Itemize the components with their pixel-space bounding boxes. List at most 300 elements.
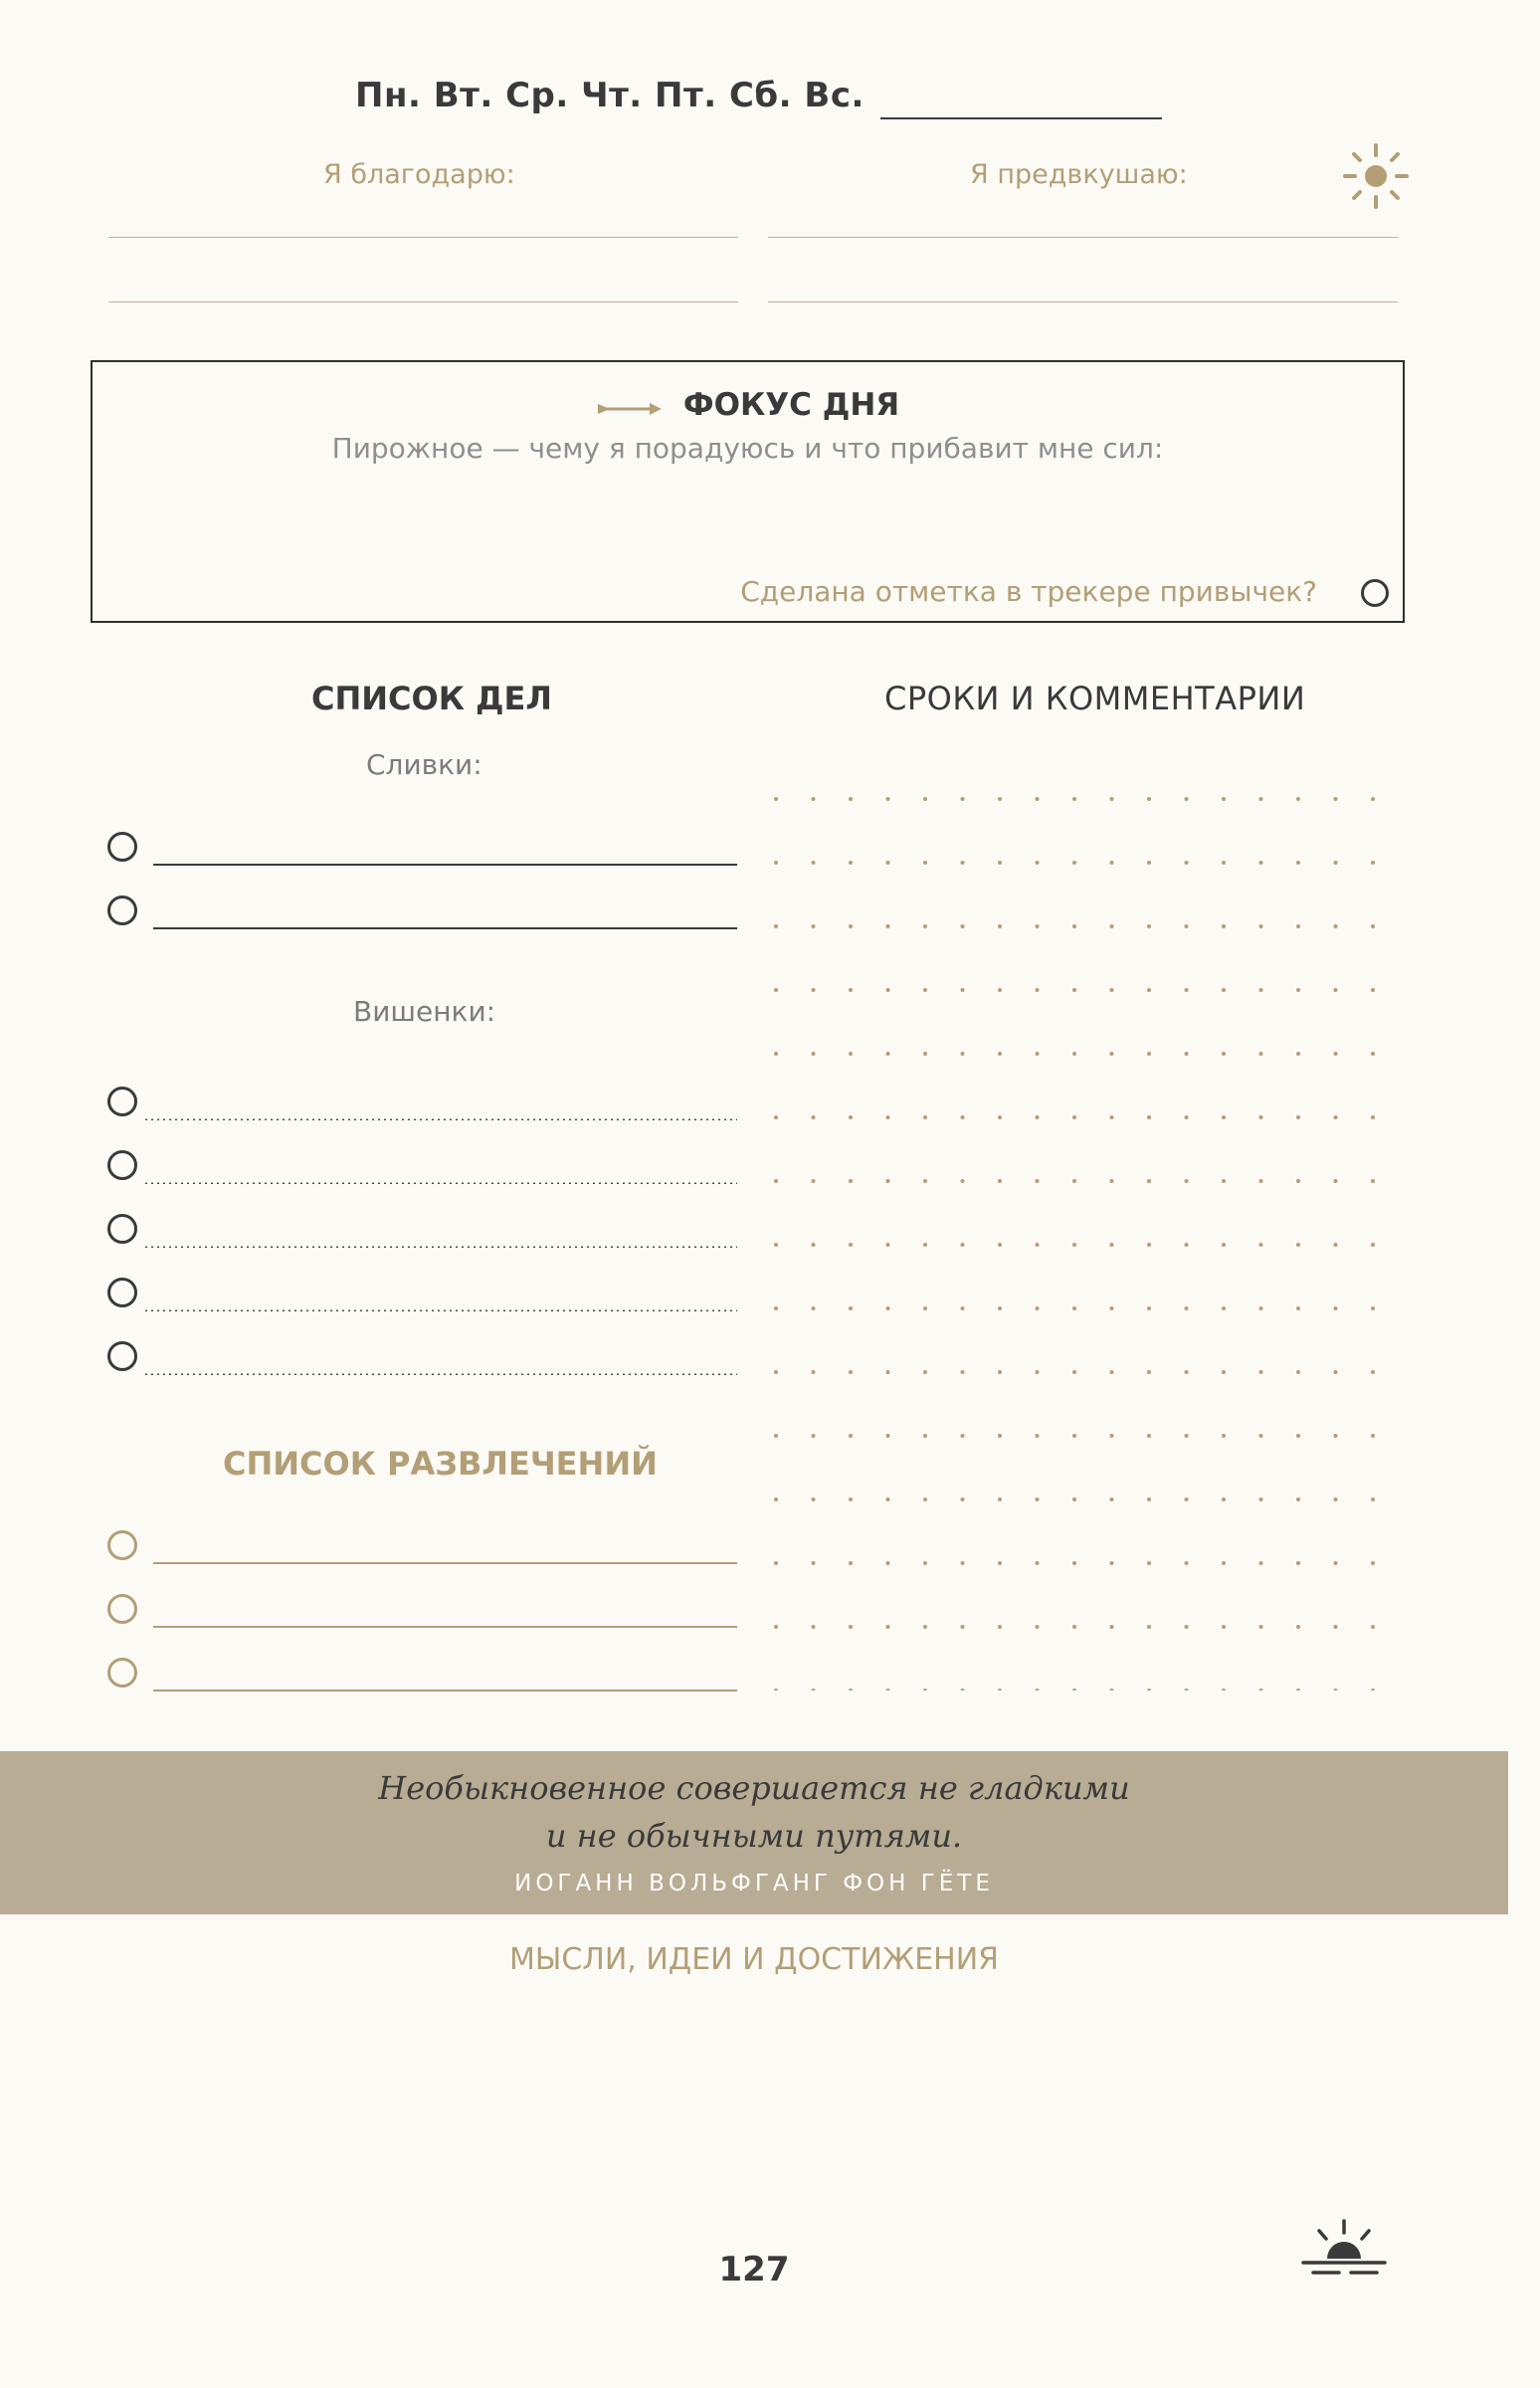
grid-dot — [1296, 1306, 1300, 1310]
checkbox[interactable] — [107, 1658, 137, 1688]
grid-dot — [923, 861, 927, 865]
grid-dot — [1110, 1434, 1114, 1438]
grid-dot — [923, 924, 927, 928]
grid-dot — [961, 988, 965, 992]
grid-dot — [774, 1179, 778, 1183]
grid-dot — [849, 1115, 853, 1119]
grid-dot — [1185, 1243, 1189, 1247]
grid-dot — [1072, 1370, 1076, 1374]
grid-dot — [886, 1689, 890, 1691]
grid-dot — [1371, 1625, 1375, 1629]
grid-dot — [1334, 924, 1338, 928]
tracker-question: Сделана отметка в трекере привычек? — [740, 575, 1317, 608]
grid-dot — [849, 1052, 853, 1056]
grid-dot — [1185, 797, 1189, 801]
grid-dot — [923, 1561, 927, 1565]
fun-title: СПИСОК РАЗВЛЕЧЕНИЙ — [223, 1445, 658, 1483]
write-line[interactable] — [153, 1626, 737, 1628]
grid-dot — [1185, 861, 1189, 865]
grid-dot — [1296, 1497, 1300, 1501]
grid-dot — [1259, 1370, 1263, 1374]
grid-dot — [886, 1306, 890, 1310]
grid-dot — [1147, 797, 1151, 801]
grid-dot — [1259, 924, 1263, 928]
focus-box — [91, 360, 1405, 623]
quote-line-1: Необыкновенное совершается не гладкими — [378, 1769, 1130, 1807]
grid-dot — [1072, 1243, 1076, 1247]
grid-dot — [1334, 1497, 1338, 1501]
grid-dot — [1222, 1625, 1226, 1629]
grid-dot — [923, 1497, 927, 1501]
cream-label: Сливки: — [366, 748, 482, 781]
grid-dot — [1259, 797, 1263, 801]
grid-dot — [1072, 1434, 1076, 1438]
grid-dot — [961, 924, 965, 928]
write-line[interactable] — [143, 1118, 737, 1120]
grid-dot — [1147, 924, 1151, 928]
grid-dot — [923, 1689, 927, 1691]
grid-dot — [1147, 1561, 1151, 1565]
grid-dot — [1036, 1561, 1040, 1565]
grid-dot — [1259, 1052, 1263, 1056]
grid-dot — [774, 1434, 778, 1438]
grid-dot — [1185, 1625, 1189, 1629]
grid-dot — [961, 1625, 965, 1629]
checkbox[interactable] — [107, 1214, 137, 1244]
grid-dot — [923, 797, 927, 801]
grid-dot — [774, 1243, 778, 1247]
grid-dot — [1259, 1243, 1263, 1247]
grid-dot — [1296, 861, 1300, 865]
cherry-item-1[interactable] — [107, 1087, 737, 1120]
grid-dot — [812, 1243, 816, 1247]
grid-dot — [961, 1243, 965, 1247]
grid-dot — [1222, 1689, 1226, 1691]
grid-dot — [961, 1434, 965, 1438]
grid-dot — [1185, 988, 1189, 992]
grid-dot — [1185, 1689, 1189, 1691]
grid-dot — [1147, 1625, 1151, 1629]
write-line[interactable] — [153, 864, 737, 866]
grid-dot — [923, 1115, 927, 1119]
grid-dot — [998, 1434, 1002, 1438]
grid-dot — [923, 1625, 927, 1629]
grid-dot — [1222, 1561, 1226, 1565]
grid-dot — [1222, 1179, 1226, 1183]
grid-dot — [998, 1370, 1002, 1374]
grid-dot — [812, 924, 816, 928]
grid-dot — [1110, 1497, 1114, 1501]
grid-dot — [998, 1625, 1002, 1629]
cherry-item-2[interactable] — [107, 1150, 737, 1184]
grid-dot — [1371, 1052, 1375, 1056]
grid-dot — [1296, 1625, 1300, 1629]
grid-dot — [1334, 988, 1338, 992]
grid-dot — [849, 861, 853, 865]
grid-dot — [1185, 1179, 1189, 1183]
grid-dot — [1147, 1179, 1151, 1183]
grid-dot — [849, 1179, 853, 1183]
grid-dot — [1072, 1179, 1076, 1183]
gratitude-line-2[interactable] — [108, 301, 738, 302]
grid-dot — [1036, 924, 1040, 928]
grid-dot — [998, 1497, 1002, 1501]
grid-dot — [998, 1115, 1002, 1119]
grid-dot — [1334, 1179, 1338, 1183]
cherries-label: Вишенки: — [353, 995, 496, 1028]
grid-dot — [1296, 1561, 1300, 1565]
grid-dot — [812, 1689, 816, 1691]
anticipation-line-2[interactable] — [768, 301, 1398, 302]
focus-title: ФОКУС ДНЯ — [682, 387, 900, 423]
grid-dot — [1147, 1689, 1151, 1691]
grid-dot — [1072, 924, 1076, 928]
grid-dot — [1110, 1689, 1114, 1691]
grid-dot — [1185, 1052, 1189, 1056]
grid-dot — [923, 1179, 927, 1183]
write-line[interactable] — [153, 1562, 737, 1564]
grid-dot — [1147, 1306, 1151, 1310]
focus-title-row — [93, 387, 1403, 425]
grid-dot — [923, 1306, 927, 1310]
grid-dot — [998, 1179, 1002, 1183]
grid-dot — [812, 1625, 816, 1629]
sunrise-icon — [1299, 2217, 1389, 2285]
grid-dot — [812, 861, 816, 865]
fun-item-2[interactable] — [107, 1594, 737, 1628]
grid-dot — [1259, 1625, 1263, 1629]
grid-dot — [1110, 988, 1114, 992]
deadlines-title: СРОКИ И КОММЕНТАРИИ — [884, 680, 1306, 717]
grid-dot — [1296, 1689, 1300, 1691]
grid-dot — [1371, 988, 1375, 992]
grid-dot — [812, 1434, 816, 1438]
grid-dot — [1072, 1561, 1076, 1565]
write-line[interactable] — [143, 1309, 737, 1311]
quote-line-2: и не обычными путями. — [545, 1817, 963, 1855]
anticipation-label: Я предвкушаю: — [970, 159, 1188, 190]
grid-dot — [1222, 1497, 1226, 1501]
grid-dot — [1072, 988, 1076, 992]
grid-dot — [774, 1115, 778, 1119]
gratitude-label: Я благодарю: — [323, 159, 515, 190]
grid-dot — [961, 1115, 965, 1119]
grid-dot — [1036, 988, 1040, 992]
grid-dot — [774, 1370, 778, 1374]
grid-dot — [1296, 924, 1300, 928]
checkbox[interactable] — [107, 1530, 137, 1560]
cream-item-2[interactable] — [107, 896, 737, 929]
grid-dot — [774, 1689, 778, 1691]
grid-dot — [1296, 1115, 1300, 1119]
write-line[interactable] — [153, 1690, 737, 1692]
grid-dot — [961, 1052, 965, 1056]
grid-dot — [1072, 1052, 1076, 1056]
grid-dot — [1296, 1052, 1300, 1056]
grid-dot — [1147, 988, 1151, 992]
grid-dot — [1259, 1306, 1263, 1310]
grid-dot — [1110, 1243, 1114, 1247]
grid-dot — [1185, 1306, 1189, 1310]
write-line[interactable] — [153, 927, 737, 929]
grid-dot — [1185, 1370, 1189, 1374]
grid-dot — [886, 924, 890, 928]
thoughts-title: МЫСЛИ, ИДЕИ И ДОСТИЖЕНИЯ — [508, 1942, 1000, 1977]
checkbox[interactable] — [107, 1341, 137, 1371]
tracker-checkbox[interactable] — [1361, 579, 1389, 607]
grid-dot — [961, 1370, 965, 1374]
page-number: 127 — [718, 2250, 790, 2289]
checkbox[interactable] — [107, 1278, 137, 1307]
grid-dot — [849, 1243, 853, 1247]
grid-dot — [1036, 1625, 1040, 1629]
date-field[interactable] — [880, 117, 1162, 119]
grid-dot — [998, 1561, 1002, 1565]
grid-dot — [886, 861, 890, 865]
grid-dot — [1110, 797, 1114, 801]
grid-dot — [1334, 1370, 1338, 1374]
grid-dot — [1222, 1115, 1226, 1119]
grid-dot — [961, 861, 965, 865]
grid-dot — [1334, 797, 1338, 801]
write-line[interactable] — [143, 1373, 737, 1375]
grid-dot — [1334, 1115, 1338, 1119]
grid-dot — [1296, 797, 1300, 801]
fun-item-3[interactable] — [107, 1658, 737, 1692]
grid-dot — [1110, 1561, 1114, 1565]
grid-dot — [1296, 1434, 1300, 1438]
grid-dot — [998, 1243, 1002, 1247]
grid-dot — [1259, 1179, 1263, 1183]
write-line[interactable] — [143, 1182, 737, 1184]
grid-dot — [1334, 1689, 1338, 1691]
grid-dot — [961, 1689, 965, 1691]
grid-dot — [998, 988, 1002, 992]
grid-dot — [1072, 1497, 1076, 1501]
grid-dot — [812, 1306, 816, 1310]
grid-dot — [774, 988, 778, 992]
grid-dot — [886, 1179, 890, 1183]
grid-dot — [1334, 1306, 1338, 1310]
grid-dot — [1334, 861, 1338, 865]
grid-dot — [1110, 1370, 1114, 1374]
grid-dot — [849, 1434, 853, 1438]
grid-dot — [1147, 1370, 1151, 1374]
grid-dot — [1185, 924, 1189, 928]
grid-dot — [1371, 1370, 1375, 1374]
grid-dot — [1036, 1497, 1040, 1501]
grid-dot — [1072, 1625, 1076, 1629]
grid-dot — [1371, 1434, 1375, 1438]
grid-dot — [886, 1561, 890, 1565]
grid-dot — [961, 1497, 965, 1501]
grid-dot — [849, 924, 853, 928]
weekdays: Пн. Вт. Ср. Чт. Пт. Сб. Вс. — [355, 76, 865, 115]
grid-dot — [1147, 1052, 1151, 1056]
grid-dot — [812, 1561, 816, 1565]
checkbox[interactable] — [107, 1150, 137, 1180]
grid-dot — [849, 988, 853, 992]
grid-dot — [1259, 1434, 1263, 1438]
grid-dot — [774, 797, 778, 801]
grid-dot — [1036, 1052, 1040, 1056]
grid-dot — [923, 988, 927, 992]
grid-dot — [998, 861, 1002, 865]
grid-dot — [886, 1497, 890, 1501]
grid-dot — [1296, 1370, 1300, 1374]
grid-dot — [998, 1306, 1002, 1310]
grid-dot — [1110, 1052, 1114, 1056]
checkbox[interactable] — [107, 1087, 137, 1116]
grid-dot — [1185, 1434, 1189, 1438]
grid-dot — [1259, 988, 1263, 992]
grid-dot — [886, 1243, 890, 1247]
grid-dot — [1371, 1561, 1375, 1565]
dot-grid[interactable] — [774, 797, 1391, 1691]
grid-dot — [1259, 1497, 1263, 1501]
grid-dot — [1147, 1115, 1151, 1119]
grid-dot — [923, 1434, 927, 1438]
anticipation-line-1[interactable] — [768, 237, 1398, 238]
grid-dot — [1371, 797, 1375, 801]
grid-dot — [1334, 1625, 1338, 1629]
gratitude-line-1[interactable] — [108, 237, 738, 238]
grid-dot — [1371, 1115, 1375, 1119]
grid-dot — [849, 1625, 853, 1629]
grid-dot — [812, 1115, 816, 1119]
grid-dot — [812, 1179, 816, 1183]
grid-dot — [1371, 1306, 1375, 1310]
grid-dot — [1371, 1497, 1375, 1501]
grid-dot — [886, 797, 890, 801]
grid-dot — [774, 1306, 778, 1310]
grid-dot — [923, 1370, 927, 1374]
grid-dot — [1371, 924, 1375, 928]
arrow-icon — [596, 389, 662, 425]
cream-item-1[interactable] — [107, 832, 737, 866]
grid-dot — [812, 1052, 816, 1056]
grid-dot — [1147, 1243, 1151, 1247]
grid-dot — [1147, 861, 1151, 865]
cherry-item-4[interactable] — [107, 1278, 737, 1311]
grid-dot — [1222, 988, 1226, 992]
grid-dot — [886, 1115, 890, 1119]
grid-dot — [1036, 797, 1040, 801]
grid-dot — [774, 1497, 778, 1501]
grid-dot — [1334, 1434, 1338, 1438]
grid-dot — [1222, 1052, 1226, 1056]
grid-dot — [1072, 797, 1076, 801]
grid-dot — [812, 1497, 816, 1501]
grid-dot — [1222, 861, 1226, 865]
grid-dot — [774, 924, 778, 928]
grid-dot — [849, 1689, 853, 1691]
grid-dot — [1296, 1243, 1300, 1247]
grid-dot — [1371, 1179, 1375, 1183]
grid-dot — [1222, 797, 1226, 801]
grid-dot — [1110, 1115, 1114, 1119]
grid-dot — [1110, 1625, 1114, 1629]
grid-dot — [1036, 1689, 1040, 1691]
grid-dot — [849, 797, 853, 801]
grid-dot — [886, 1052, 890, 1056]
grid-dot — [1371, 861, 1375, 865]
grid-dot — [1147, 1434, 1151, 1438]
grid-dot — [1222, 1243, 1226, 1247]
grid-dot — [1185, 1115, 1189, 1119]
grid-dot — [774, 1625, 778, 1629]
quote-author: ИОГАНН ВОЛЬФГАНГ ФОН ГЁТЕ — [514, 1871, 994, 1896]
checkbox[interactable] — [107, 1594, 137, 1624]
grid-dot — [1185, 1497, 1189, 1501]
grid-dot — [1296, 1179, 1300, 1183]
grid-dot — [774, 1052, 778, 1056]
todo-title: СПИСОК ДЕЛ — [311, 680, 552, 717]
grid-dot — [1072, 861, 1076, 865]
grid-dot — [886, 988, 890, 992]
grid-dot — [1185, 1561, 1189, 1565]
grid-dot — [1072, 1306, 1076, 1310]
grid-dot — [1296, 988, 1300, 992]
grid-dot — [1371, 1243, 1375, 1247]
checkbox[interactable] — [107, 896, 137, 925]
grid-dot — [1036, 861, 1040, 865]
grid-dot — [1222, 1306, 1226, 1310]
grid-dot — [812, 1370, 816, 1374]
grid-dot — [998, 1052, 1002, 1056]
grid-dot — [1072, 1689, 1076, 1691]
focus-subtitle: Пирожное — чему я порадуюсь и что прибавит мне сил: — [331, 432, 1164, 465]
grid-dot — [1222, 1434, 1226, 1438]
grid-dot — [1259, 1115, 1263, 1119]
grid-dot — [998, 797, 1002, 801]
grid-dot — [1110, 861, 1114, 865]
cherry-item-3[interactable] — [107, 1214, 737, 1248]
write-line[interactable] — [143, 1246, 737, 1248]
grid-dot — [1222, 1370, 1226, 1374]
grid-dot — [1110, 924, 1114, 928]
grid-dot — [1036, 1115, 1040, 1119]
checkbox[interactable] — [107, 832, 137, 862]
grid-dot — [1036, 1243, 1040, 1247]
grid-dot — [1259, 861, 1263, 865]
grid-dot — [849, 1561, 853, 1565]
grid-dot — [1334, 1243, 1338, 1247]
grid-dot — [1147, 1497, 1151, 1501]
grid-dot — [961, 797, 965, 801]
grid-dot — [812, 988, 816, 992]
grid-dot — [886, 1434, 890, 1438]
grid-dot — [1036, 1179, 1040, 1183]
grid-dot — [774, 1561, 778, 1565]
grid-dot — [1259, 1561, 1263, 1565]
grid-dot — [1036, 1306, 1040, 1310]
grid-dot — [1036, 1434, 1040, 1438]
grid-dot — [886, 1370, 890, 1374]
grid-dot — [923, 1243, 927, 1247]
grid-dot — [812, 797, 816, 801]
grid-dot — [961, 1306, 965, 1310]
cherry-item-5[interactable] — [107, 1341, 737, 1375]
grid-dot — [923, 1052, 927, 1056]
grid-dot — [1110, 1306, 1114, 1310]
grid-dot — [1110, 1179, 1114, 1183]
grid-dot — [998, 1689, 1002, 1691]
grid-dot — [1222, 924, 1226, 928]
sun-icon — [1341, 141, 1411, 215]
fun-item-1[interactable] — [107, 1530, 737, 1564]
grid-dot — [1259, 1689, 1263, 1691]
